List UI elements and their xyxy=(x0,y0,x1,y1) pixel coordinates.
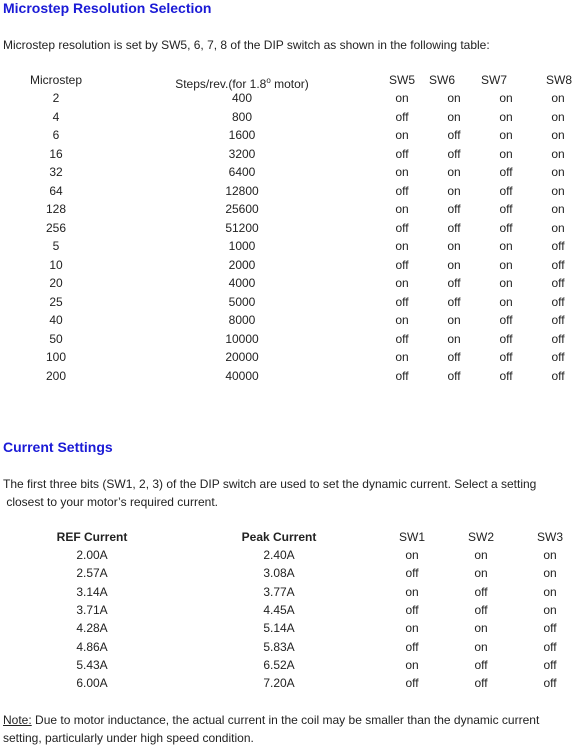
microstep-cell-sw5: off xyxy=(395,146,409,161)
header-steps-degree: o xyxy=(266,76,271,85)
microstep-cell-sw5: on xyxy=(395,165,409,179)
current-cell-ref: 3.71A xyxy=(76,602,108,617)
microstep-cell-sw8: off xyxy=(551,239,565,253)
microstep-cell-sw7: off xyxy=(499,313,513,327)
current-cell-sw2: off xyxy=(474,657,488,672)
microstep-cell-sw7: off xyxy=(499,165,513,179)
current-cell-sw1: off xyxy=(405,639,419,654)
current-cell-sw2: on xyxy=(474,621,488,636)
microstep-cell-microstep: 64 xyxy=(49,183,63,198)
microstep-cell-sw6: off xyxy=(447,220,461,235)
microstep-cell-sw7: off xyxy=(499,368,513,383)
current-cell-sw1: on xyxy=(405,657,419,672)
microstep-cell-steps: 800 xyxy=(231,109,253,124)
microstep-cell-sw8: off xyxy=(551,294,565,309)
microstep-cell-steps: 4000 xyxy=(228,276,256,290)
microstep-cell-sw5: off xyxy=(395,257,409,272)
microstep-cell-steps: 20000 xyxy=(225,350,259,364)
microstep-cell-sw8: off xyxy=(551,350,565,364)
microstep-cell-sw7: off xyxy=(499,350,513,364)
microstep-cell-sw5: on xyxy=(395,239,409,253)
current-cell-sw2: on xyxy=(474,548,488,562)
current-cell-sw3: off xyxy=(543,621,557,636)
microstep-cell-sw7: on xyxy=(499,91,513,105)
microstep-cell-microstep: 5 xyxy=(52,239,60,253)
microstep-cell-sw7: on xyxy=(499,257,513,272)
microstep-cell-microstep: 2 xyxy=(52,91,60,105)
header-sw1: SW1 xyxy=(398,530,425,544)
microstep-cell-sw5: off xyxy=(395,331,409,346)
microstep-intro: Microstep resolution is set by SW5, 6, 7, 8 of the DIP switch as shown in the following table: xyxy=(3,38,490,52)
microstep-cell-steps: 10000 xyxy=(225,331,259,346)
microstep-cell-steps: 2000 xyxy=(228,257,256,272)
header-microstep: Microstep xyxy=(29,73,82,87)
header-sw5: SW5 xyxy=(388,73,415,87)
microstep-cell-steps: 400 xyxy=(231,91,253,105)
current-cell-sw3: off xyxy=(543,639,557,654)
microstep-cell-sw8: on xyxy=(551,91,565,105)
microstep-section-title: Microstep Resolution Selection xyxy=(3,0,212,16)
current-cell-sw3: on xyxy=(543,602,557,617)
current-cell-peak: 3.77A xyxy=(263,584,295,599)
microstep-cell-steps: 1600 xyxy=(228,128,256,142)
microstep-cell-sw7: off xyxy=(499,331,513,346)
microstep-cell-sw8: on xyxy=(551,128,565,142)
current-cell-sw1: on xyxy=(405,584,419,599)
microstep-cell-sw6: off xyxy=(447,128,461,142)
microstep-cell-sw6: on xyxy=(447,257,461,272)
microstep-cell-sw5: off xyxy=(395,183,409,198)
header-steps-suffix: motor) xyxy=(270,77,309,91)
microstep-cell-sw5: on xyxy=(395,350,409,364)
current-cell-peak: 3.08A xyxy=(263,566,295,581)
microstep-cell-microstep: 6 xyxy=(52,128,60,142)
microstep-cell-sw6: off xyxy=(447,276,461,290)
microstep-cell-microstep: 10 xyxy=(49,257,63,272)
current-cell-ref: 2.00A xyxy=(76,548,108,562)
microstep-cell-sw8: off xyxy=(551,368,565,383)
microstep-cell-sw5: on xyxy=(395,276,409,290)
note-line2: setting, particularly under high speed condition. xyxy=(3,731,254,745)
microstep-cell-sw5: on xyxy=(395,91,409,105)
current-cell-ref: 3.14A xyxy=(76,584,108,599)
microstep-cell-sw7: on xyxy=(499,276,513,290)
microstep-cell-microstep: 200 xyxy=(45,368,67,383)
microstep-cell-sw8: off xyxy=(551,313,565,327)
microstep-cell-sw8: on xyxy=(551,146,565,161)
microstep-cell-sw7: on xyxy=(499,146,513,161)
microstep-cell-sw6: on xyxy=(447,313,461,327)
header-sw7: SW7 xyxy=(480,73,507,87)
current-cell-sw2: on xyxy=(474,639,488,654)
current-cell-sw2: off xyxy=(474,676,488,691)
current-cell-sw3: on xyxy=(543,548,557,562)
current-intro-line2: closest to your motor’s required current. xyxy=(3,495,218,509)
microstep-cell-microstep: 20 xyxy=(49,276,63,290)
microstep-cell-sw7: off xyxy=(499,183,513,198)
header-steps-per-rev xyxy=(162,73,322,92)
microstep-cell-microstep: 100 xyxy=(45,350,67,364)
current-cell-sw1: on xyxy=(405,621,419,636)
microstep-cell-microstep: 256 xyxy=(45,220,67,235)
microstep-cell-microstep: 40 xyxy=(49,313,63,327)
microstep-cell-sw5: off xyxy=(395,109,409,124)
header-peak-current: Peak Current xyxy=(241,530,317,544)
current-intro-line1: The first three bits (SW1, 2, 3) of the DIP switch are used to set the dynamic current. Select a setting xyxy=(3,477,537,491)
current-cell-ref: 4.28A xyxy=(76,621,108,636)
current-cell-peak: 2.40A xyxy=(263,548,295,562)
microstep-cell-sw7: off xyxy=(499,220,513,235)
current-cell-peak: 5.83A xyxy=(263,639,295,654)
current-cell-sw2: off xyxy=(474,602,488,617)
microstep-cell-sw7: on xyxy=(499,128,513,142)
microstep-cell-sw5: off xyxy=(395,220,409,235)
microstep-cell-steps: 8000 xyxy=(228,313,256,327)
microstep-cell-sw8: on xyxy=(551,220,565,235)
microstep-cell-sw8: on xyxy=(551,202,565,216)
microstep-cell-microstep: 32 xyxy=(49,165,63,179)
microstep-cell-steps: 3200 xyxy=(228,146,256,161)
microstep-cell-sw6: off xyxy=(447,350,461,364)
microstep-cell-sw6: off xyxy=(447,294,461,309)
microstep-cell-sw8: off xyxy=(551,331,565,346)
current-cell-ref: 2.57A xyxy=(76,566,108,581)
microstep-cell-sw6: off xyxy=(447,202,461,216)
microstep-cell-microstep: 128 xyxy=(45,202,67,216)
microstep-cell-steps: 12800 xyxy=(225,183,259,198)
current-cell-sw3: off xyxy=(543,676,557,691)
current-cell-sw1: off xyxy=(405,676,419,691)
current-cell-sw1: on xyxy=(405,548,419,562)
microstep-cell-steps: 6400 xyxy=(228,165,256,179)
microstep-cell-sw6: off xyxy=(447,368,461,383)
current-cell-sw3: on xyxy=(543,566,557,581)
microstep-cell-microstep: 16 xyxy=(49,146,63,161)
header-sw3: SW3 xyxy=(536,530,563,544)
microstep-cell-steps: 5000 xyxy=(228,294,256,309)
header-ref-current: REF Current xyxy=(56,530,128,544)
microstep-cell-sw8: on xyxy=(551,165,565,179)
microstep-cell-steps: 1000 xyxy=(228,239,256,253)
current-cell-peak: 4.45A xyxy=(263,602,295,617)
microstep-cell-sw6: on xyxy=(447,239,461,253)
current-cell-ref: 4.86A xyxy=(76,639,108,654)
microstep-cell-sw6: on xyxy=(447,165,461,179)
microstep-cell-sw5: on xyxy=(395,313,409,327)
note-text-line1: Due to motor inductance, the actual current in the coil may be smaller than the dynamic current xyxy=(31,713,540,727)
current-cell-sw1: off xyxy=(405,566,419,581)
microstep-cell-steps: 40000 xyxy=(225,368,259,383)
microstep-cell-sw5: on xyxy=(395,128,409,142)
microstep-cell-sw7: off xyxy=(499,202,513,216)
current-cell-sw2: off xyxy=(474,584,488,599)
header-steps-prefix: Steps/rev.(for 1.8 xyxy=(175,77,267,91)
note-line1 xyxy=(3,711,539,729)
microstep-cell-sw8: off xyxy=(551,257,565,272)
microstep-cell-microstep: 4 xyxy=(52,109,60,124)
current-cell-sw2: on xyxy=(474,566,488,581)
current-cell-sw1: off xyxy=(405,602,419,617)
microstep-cell-sw8: on xyxy=(551,183,565,198)
microstep-cell-sw6: on xyxy=(447,183,461,198)
header-sw2: SW2 xyxy=(467,530,494,544)
microstep-cell-sw6: on xyxy=(447,109,461,124)
current-cell-peak: 7.20A xyxy=(263,676,295,691)
microstep-cell-sw8: on xyxy=(551,109,565,124)
microstep-cell-sw7: on xyxy=(499,239,513,253)
note-label: Note: xyxy=(3,713,32,727)
header-sw8: SW8 xyxy=(545,73,572,87)
header-sw6: SW6 xyxy=(428,73,455,87)
microstep-cell-sw5: off xyxy=(395,294,409,309)
microstep-cell-steps: 25600 xyxy=(225,202,259,216)
current-cell-sw3: on xyxy=(543,584,557,599)
current-section-title: Current Settings xyxy=(3,439,113,455)
microstep-cell-sw8: off xyxy=(551,276,565,290)
microstep-cell-sw5: off xyxy=(395,368,409,383)
current-cell-ref: 6.00A xyxy=(76,676,108,691)
microstep-cell-sw7: on xyxy=(499,294,513,309)
microstep-cell-sw6: on xyxy=(447,91,461,105)
current-cell-peak: 5.14A xyxy=(263,621,295,636)
microstep-cell-sw7: on xyxy=(499,109,513,124)
current-cell-sw3: off xyxy=(543,657,557,672)
microstep-cell-sw5: on xyxy=(395,202,409,216)
microstep-cell-sw6: on xyxy=(447,331,461,346)
microstep-cell-steps: 51200 xyxy=(225,220,259,235)
current-cell-peak: 6.52A xyxy=(263,657,295,672)
microstep-cell-microstep: 25 xyxy=(49,294,63,309)
microstep-cell-sw6: off xyxy=(447,146,461,161)
current-cell-ref: 5.43A xyxy=(76,657,108,672)
microstep-cell-microstep: 50 xyxy=(49,331,63,346)
